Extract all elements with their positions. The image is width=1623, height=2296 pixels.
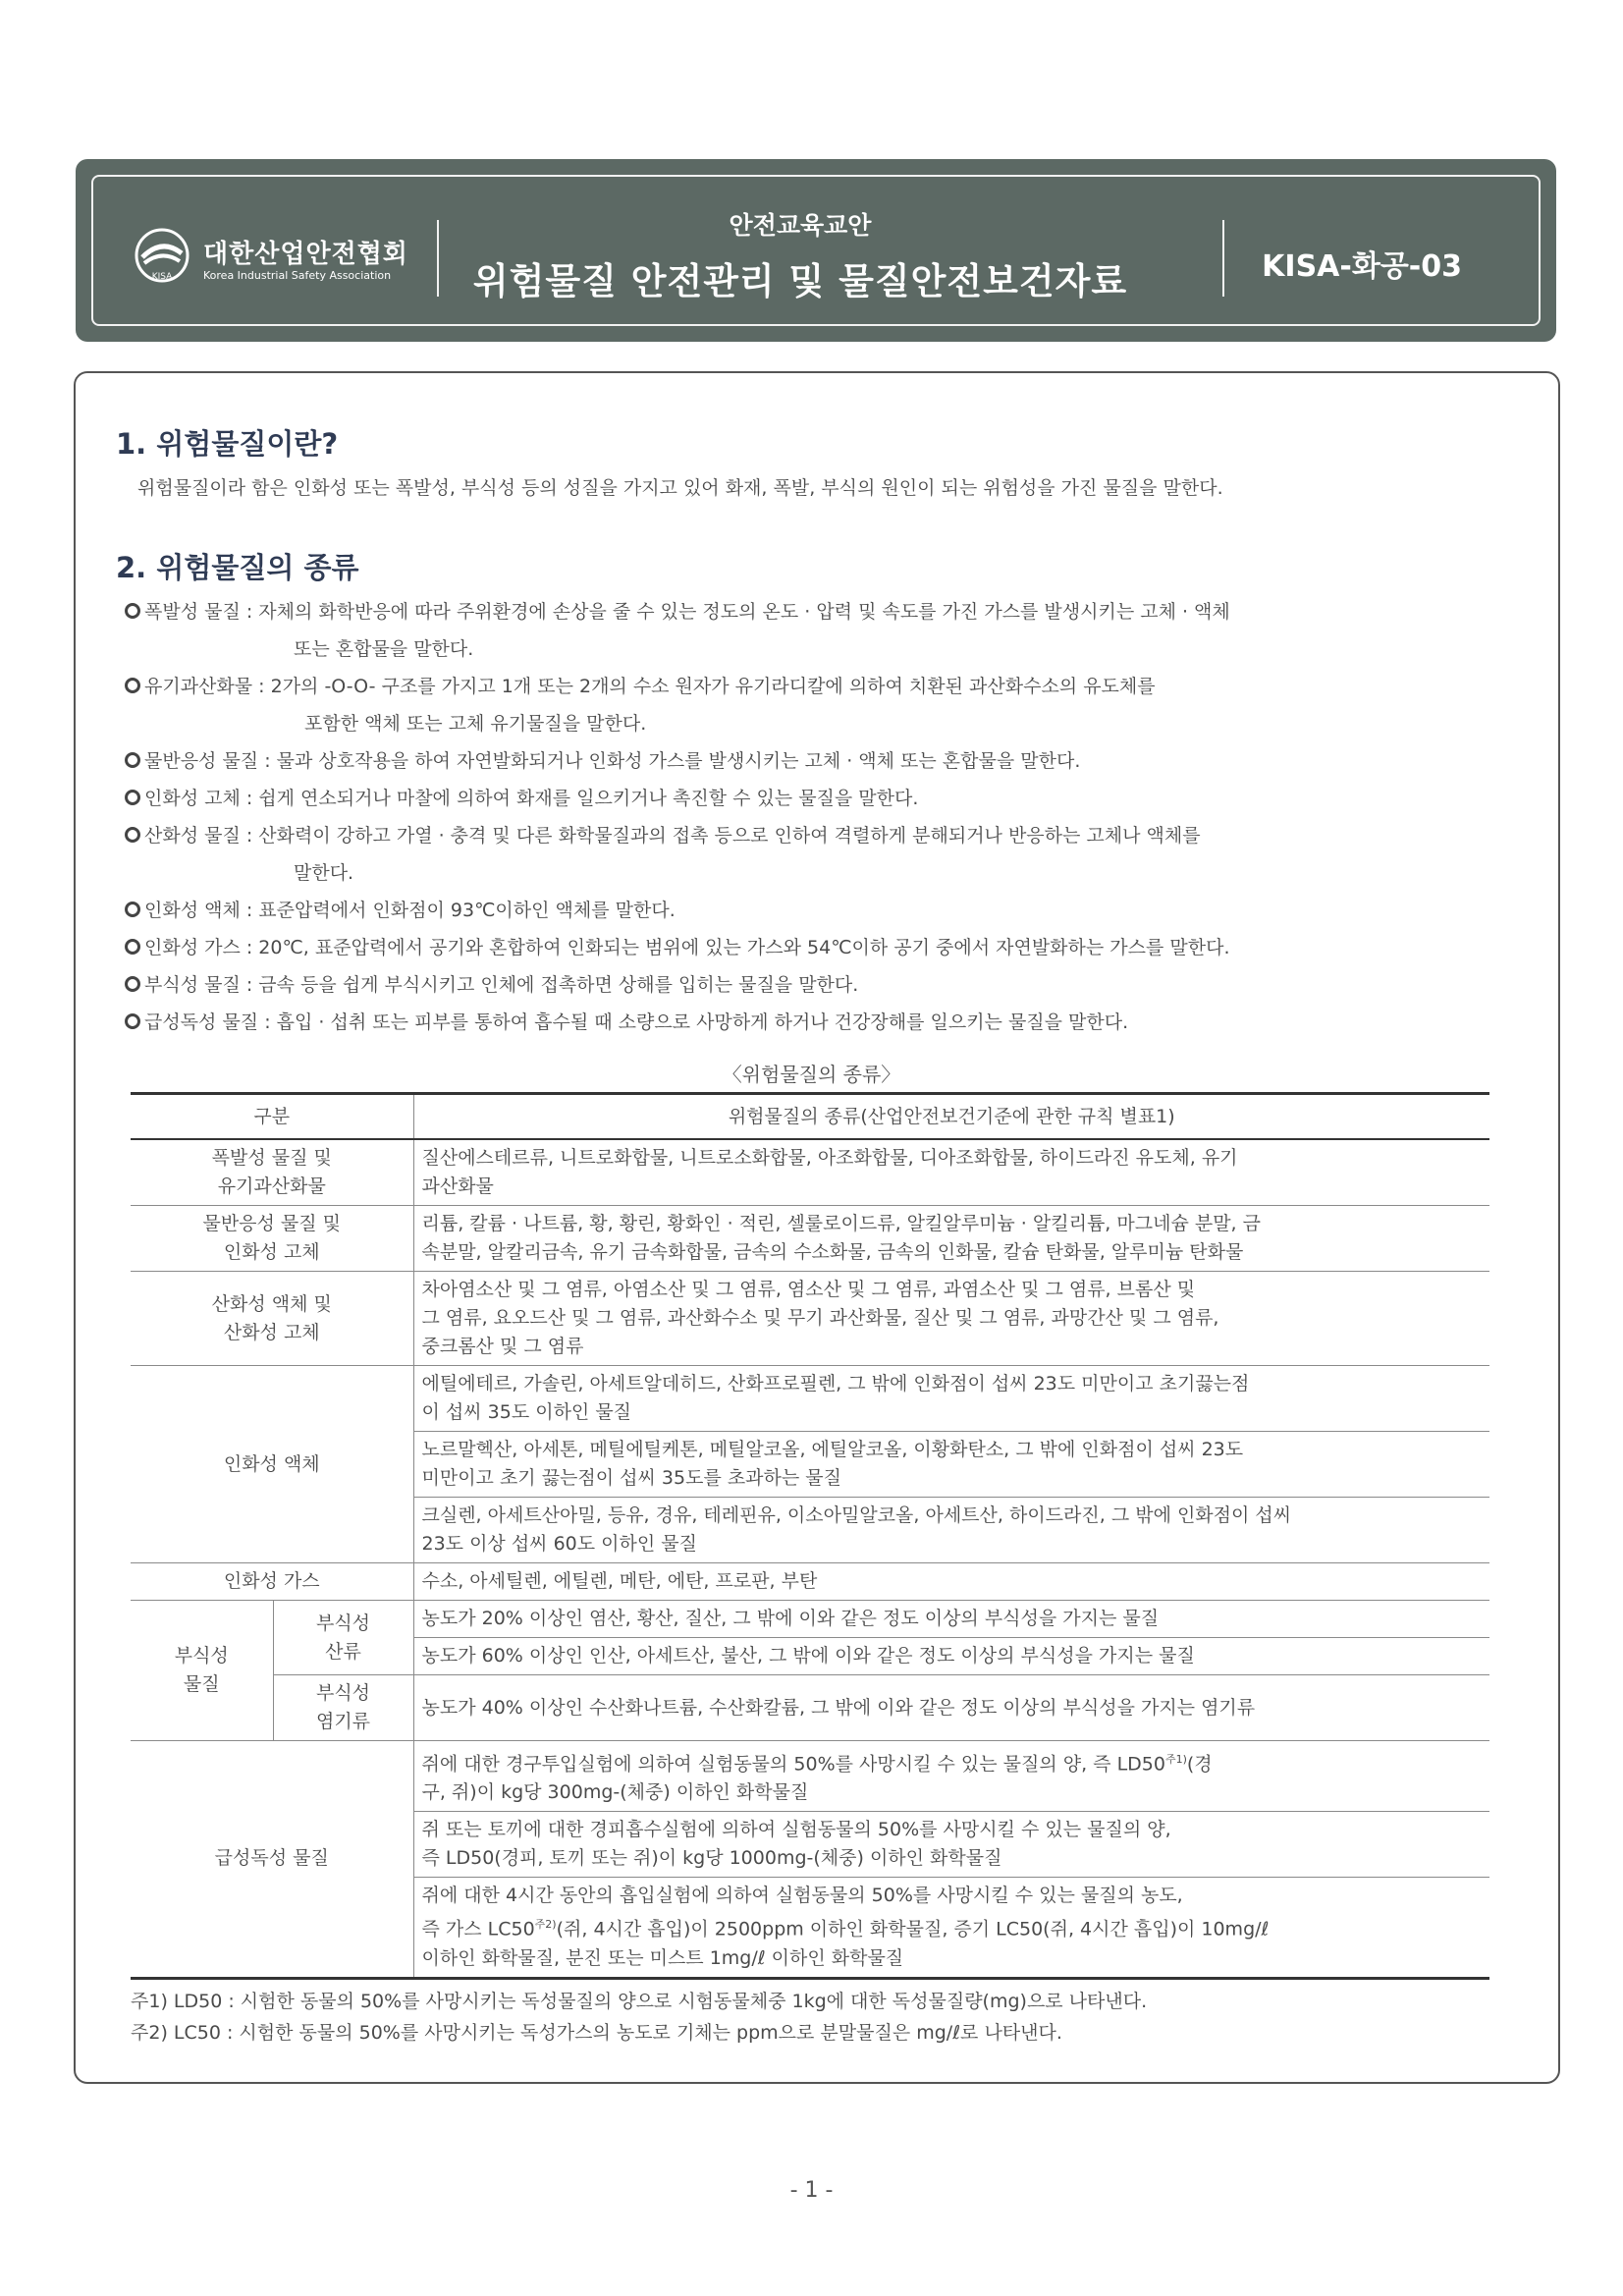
item-text: 인화성 액체 : 표준압력에서 인화점이 93℃이하인 액체를 말한다. — [144, 900, 676, 921]
footnotes — [131, 1986, 1147, 2049]
hazard-type-item — [125, 668, 1499, 742]
substance-cell: 쥐에 대한 4시간 동안의 흡입실험에 의하여 실험동물의 50%를 사망시킬 수 있는 물질의 농도, 즉 가스 $LC50^{주2)}$(쥐, 4시간 흡입)이 2500ppm 이하인 화학물질, 증기 LC50(쥐, 4시간 흡입)이 10mg/ℓ 이하인 화학물질, 분진 또는 미스트 1mg/ℓ 이하인 화학물질 — [413, 1878, 1489, 1978]
substance-cell: 농도가 40% 이상인 수산화나트륨, 수산화칼륨, 그 밖에 이와 같은 정도 이상의 부식성을 가지는 염기류 — [413, 1675, 1489, 1741]
category-cell: 부식성 물질 — [131, 1601, 273, 1741]
table-header-row — [131, 1094, 1489, 1140]
hazard-type-item — [125, 929, 1499, 966]
table-row — [131, 1563, 1489, 1601]
substance-cell: 에틸에테르, 가솔린, 아세트알데히드, 산화프로필렌, 그 밖에 인화점이 섭씨 23도 미만이고 초기끓는점 이 섭씨 35도 이하인 물질 — [413, 1366, 1489, 1432]
substance-cell: 크실렌, 아세트산아밀, 등유, 경유, 테레핀유, 이소아밀알코올, 아세트산, 하이드라진, 그 밖에 인화점이 섭씨 23도 이상 섭씨 60도 이하인 물질 — [413, 1498, 1489, 1563]
item-text: 유기과산화물 : 2가의 -O-O- 구조를 가지고 1개 또는 2개의 수소 원자가 유기라디칼에 의하여 치환된 과산화수소의 유도체를 — [144, 676, 1156, 697]
circle-bullet-icon — [125, 827, 140, 843]
circle-bullet-icon — [125, 1013, 140, 1029]
kisa-logo — [133, 226, 466, 295]
section1-text: 위험물질이라 함은 인화성 또는 폭발성, 부식성 등의 성질을 가지고 있어 화재, 폭발, 부식의 원인이 되는 위험성을 가진 물질을 말한다. — [137, 477, 1223, 499]
column-header-substances: 위험물질의 종류(산업안전보건기준에 관한 규칙 별표1) — [413, 1094, 1489, 1140]
table-row — [131, 1139, 1489, 1206]
page-title: 위험물질 안전관리 및 물질안전보건자료 — [472, 260, 1128, 302]
substance-cell: 쥐 또는 토끼에 대한 경피흡수실험에 의하여 실험동물의 50%를 사망시킬 수 있는 물질의 양, 즉 LD50(경피, 토끼 또는 쥐)이 kg당 1000mg-(체중) 이하인 화학물질 — [413, 1812, 1489, 1878]
substance-cell: 농도가 20% 이상인 염산, 황산, 질산, 그 밖에 이와 같은 정도 이상의 부식성을 가지는 물질 — [413, 1601, 1489, 1638]
substance-cell: 차아염소산 및 그 염류, 아염소산 및 그 염류, 염소산 및 그 염류, 과염소산 및 그 염류, 브롬산 및 그 염류, 요오드산 및 그 염류, 과산화수소 및 무기 과산화물, 질산 및 그 염류, 과망간산 및 그 염류, 중크롬산 및 그 염류 — [413, 1272, 1489, 1366]
circle-bullet-icon — [125, 603, 140, 619]
category-cell: 물반응성 물질 및 인화성 고체 — [131, 1206, 413, 1272]
substance-cell: 수소, 아세틸렌, 에틸렌, 메탄, 에탄, 프로판, 부탄 — [413, 1563, 1489, 1601]
item-text-cont: 포함한 액체 또는 고체 유기물질을 말한다. — [304, 713, 647, 735]
circle-bullet-icon — [125, 790, 140, 805]
circle-bullet-icon — [125, 939, 140, 955]
column-header-category: 구분 — [131, 1094, 413, 1140]
substance-cell: 노르말헥산, 아세톤, 메틸에틸케톤, 메틸알코올, 에틸알코올, 이황화탄소, 그 밖에 인화점이 섭씨 23도 미만이고 초기 끓는점이 섭씨 35도를 초과하는 물질 — [413, 1432, 1489, 1498]
table-row — [131, 1601, 1489, 1638]
page-subtitle: 안전교육교안 — [729, 211, 872, 240]
item-text-cont: 말한다. — [294, 862, 354, 884]
table-row — [131, 1206, 1489, 1272]
footnote: 주1) LD50 : 시험한 동물의 50%를 사망시키는 독성물질의 양으로 시험동물체중 1kg에 대한 독성물질량(mg)으로 나타낸다. — [131, 1991, 1148, 2012]
hazard-type-item — [125, 892, 1499, 929]
title-block — [427, 206, 1173, 304]
hazardous-substance-table — [131, 1092, 1489, 1980]
hazard-type-item — [125, 966, 1499, 1004]
header-banner — [76, 159, 1556, 342]
substance-cell: 쥐에 대한 경구투입실험에 의하여 실험동물의 50%를 사망시킬 수 있는 물질의 양, 즉 $LD50^{주1)}$(경 구, 쥐)이 kg당 300mg-(체중) 이하인 화학물질 — [413, 1741, 1489, 1812]
category-cell: 폭발성 물질 및 유기과산화물 — [131, 1139, 413, 1206]
circle-bullet-icon — [125, 902, 140, 917]
category-cell: 급성독성 물질 — [131, 1741, 413, 1979]
category-cell: 인화성 액체 — [131, 1366, 413, 1563]
item-text: 인화성 고체 : 쉽게 연소되거나 마찰에 의하여 화재를 일으키거나 촉진할 수 있는 물질을 말한다. — [144, 788, 919, 809]
table-row — [131, 1675, 1489, 1741]
header-divider-right — [1222, 220, 1224, 297]
subcategory-cell: 부식성 산류 — [273, 1601, 413, 1675]
kisa-emblem-icon — [133, 228, 191, 287]
item-text: 급성독성 물질 : 흡입 · 섭취 또는 피부를 통하여 흡수될 때 소량으로 사망하게 하거나 건강장해를 일으키는 물질을 말한다. — [144, 1011, 1129, 1033]
substance-cell: 질산에스테르류, 니트로화합물, 니트로소화합물, 아조화합물, 디아조화합물, 하이드라진 유도체, 유기 과산화물 — [413, 1139, 1489, 1206]
hazard-type-item — [125, 817, 1499, 892]
category-cell: 인화성 가스 — [131, 1563, 413, 1601]
logo-mark-text: KISA — [151, 272, 173, 282]
item-text: 인화성 가스 : 20℃, 표준압력에서 공기와 혼합하여 인화되는 범위에 있는 가스와 54℃이하 공기 중에서 자연발화하는 가스를 말한다. — [144, 937, 1230, 958]
document-code: KISA-화공-03 — [1262, 249, 1462, 284]
circle-bullet-icon — [125, 678, 140, 693]
item-text: 물반응성 물질 : 물과 상호작용을 하여 자연발화되거나 인화성 가스를 발생시키는 고체 · 액체 또는 혼합물을 말한다. — [144, 750, 1081, 772]
substance-cell: 리튬, 칼륨 · 나트륨, 황, 황린, 황화인 · 적린, 셀룰로이드류, 알킬알루미늄 · 알킬리튬, 마그네슘 분말, 금 속분말, 알칼리금속, 유기 금속화합물, 금속의 수소화물, 금속의 인화물, 칼슘 탄화물, 알루미늄 탄화물 — [413, 1206, 1489, 1272]
section1-heading: 1. 위험물질이란? — [116, 427, 339, 461]
table-caption: 〈위험물질의 종류〉 — [722, 1063, 901, 1086]
item-text: 부식성 물질 : 금속 등을 쉽게 부식시키고 인체에 접촉하면 상해를 입히는 물질을 말한다. — [144, 974, 859, 996]
page-number: - 1 - — [789, 2178, 834, 2203]
category-cell: 산화성 액체 및 산화성 고체 — [131, 1272, 413, 1366]
hazard-type-item — [125, 593, 1499, 668]
footnote: 주2) LC50 : 시험한 동물의 50%를 사망시키는 독성가스의 농도로 기체는 ppm으로 분말물질은 mg/ℓ로 나타낸다. — [131, 2022, 1062, 2044]
subcategory-cell: 부식성 염기류 — [273, 1675, 413, 1741]
table-row — [131, 1741, 1489, 1812]
hazard-type-item — [125, 780, 1499, 817]
org-name-kr: 대한산업안전협회 — [203, 240, 408, 269]
substance-cell: 농도가 60% 이상인 인산, 아세트산, 불산, 그 밖에 이와 같은 정도 이상의 부식성을 가지는 물질 — [413, 1638, 1489, 1675]
hazard-type-item — [125, 742, 1499, 780]
item-text: 폭발성 물질 : 자체의 화학반응에 따라 주위환경에 손상을 줄 수 있는 정도의 온도 · 압력 및 속도를 가진 가스를 발생시키는 고체 · 액체 — [144, 601, 1230, 623]
item-text: 산화성 물질 : 산화력이 강하고 가열 · 충격 및 다른 화학물질과의 접촉 등으로 인하여 격렬하게 분해되거나 반응하는 고체나 액체를 — [144, 825, 1201, 847]
item-text-cont: 또는 혼합물을 말한다. — [294, 638, 474, 660]
section2-heading: 2. 위험물질의 종류 — [116, 551, 359, 584]
table-row — [131, 1366, 1489, 1432]
table-row — [131, 1272, 1489, 1366]
hazard-type-item — [125, 1004, 1499, 1041]
circle-bullet-icon — [125, 976, 140, 992]
org-name-en: Korea Industrial Safety Association — [203, 269, 392, 282]
header-frame — [91, 175, 1541, 326]
circle-bullet-icon — [125, 752, 140, 768]
